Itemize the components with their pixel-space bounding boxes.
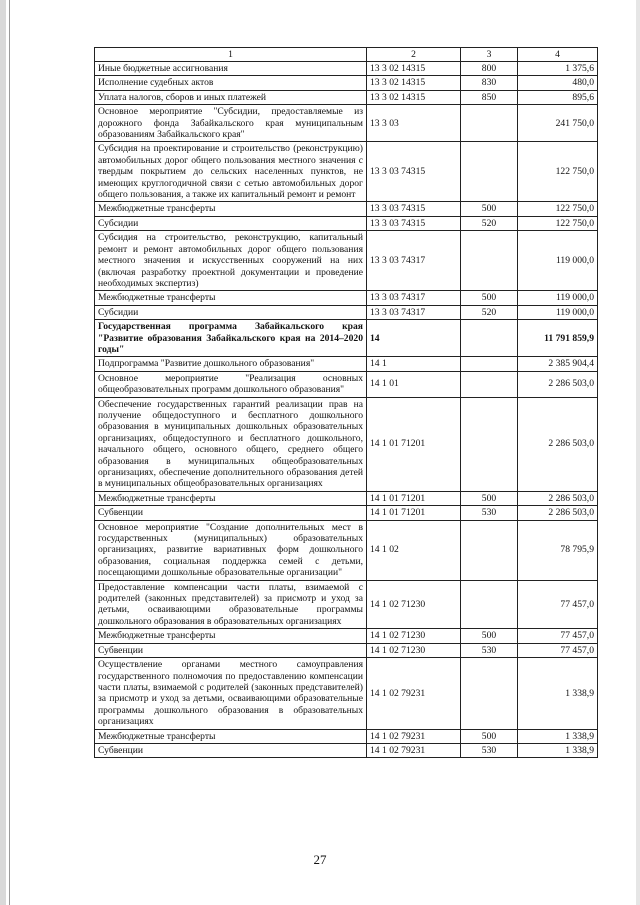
row-amount-cell: 119 000,0 [518,291,598,305]
table-row [95,729,598,743]
header-cell-2: 2 [367,48,461,62]
table-row [95,305,598,319]
row-code-cell: 13 3 03 74315 [367,202,461,216]
row-code-cell: 14 1 02 71230 [367,629,461,643]
table-row [95,90,598,104]
scan-edge-line [9,0,10,905]
table-row [95,580,598,629]
row-code-cell: 14 1 01 [367,371,461,397]
table-row [95,658,598,729]
row-code-cell: 14 1 02 71230 [367,643,461,657]
row-code-cell: 13 3 03 74315 [367,216,461,230]
row-name-cell: Обеспечение государственных гарантий реализации прав на получение общедоступного и бесплатного дошкольного образования в муниципальных дошкольных образовательных организациях, общедоступного и бесплатного дошкольного, начального общего, основного общего, среднего общего образования в муниципальных общеобразовательных организациях, обеспечение дополнительного образования детей в муниципальных общеобразовательных организациях [95,397,367,491]
table-row [95,743,598,757]
row-code-cell: 14 1 02 79231 [367,743,461,757]
row-name-cell: Основное мероприятие "Создание дополнительных мест в государственных (муниципальных) образовательных организациях, развитие вариативных форм дошкольного образования, социальная поддержка семей с детьми, посещающими дошкольные образовательные организации" [95,520,367,580]
row-amount-cell: 77 457,0 [518,629,598,643]
row-code-cell: 14 1 02 79231 [367,729,461,743]
table-row [95,105,598,142]
row-amount-cell: 895,6 [518,90,598,104]
table-row [95,491,598,505]
row-name-cell: Иные бюджетные ассигнования [95,62,367,76]
budget-table [94,47,598,758]
table-row [95,62,598,76]
row-expense-type-cell: 800 [461,62,518,76]
row-code-cell: 13 3 03 74315 [367,142,461,202]
row-amount-cell: 480,0 [518,76,598,90]
row-name-cell: Межбюджетные трансферты [95,729,367,743]
table-row [95,216,598,230]
table-row [95,629,598,643]
row-amount-cell: 122 750,0 [518,216,598,230]
row-expense-type-cell: 500 [461,202,518,216]
row-amount-cell: 1 338,9 [518,729,598,743]
row-amount-cell: 1 338,9 [518,658,598,729]
row-name-cell: Субсидии [95,216,367,230]
row-expense-type-cell: 530 [461,506,518,520]
row-expense-type-cell: 500 [461,729,518,743]
table-row [95,643,598,657]
row-expense-type-cell [461,105,518,142]
row-code-cell: 13 3 02 14315 [367,76,461,90]
row-amount-cell: 241 750,0 [518,105,598,142]
table-row [95,320,598,357]
row-name-cell: Основное мероприятие "Реализация основных общеобразовательных программ дошкольного образования" [95,371,367,397]
row-amount-cell: 78 795,9 [518,520,598,580]
row-expense-type-cell: 520 [461,305,518,319]
row-expense-type-cell: 520 [461,216,518,230]
row-name-cell: Межбюджетные трансферты [95,202,367,216]
row-amount-cell: 2 286 503,0 [518,397,598,491]
row-code-cell: 14 1 [367,357,461,371]
table-row [95,76,598,90]
row-name-cell: Субсидия на проектирование и строительство (реконструкцию) автомобильных дорог общего пользования местного значения с твердым покрытием до сельских населенных пунктов, не имеющих круглогодичной связи с сетью автомобильных дорог общего пользования, а также их капитальный ремонт и ремонт [95,142,367,202]
row-name-cell: Основное мероприятие "Субсидии, предоставляемые из дорожного фонда Забайкальского края муниципальным образованиям Забайкальского края" [95,105,367,142]
row-expense-type-cell [461,142,518,202]
row-code-cell: 14 1 02 79231 [367,658,461,729]
row-amount-cell: 119 000,0 [518,231,598,291]
table-row [95,202,598,216]
row-amount-cell: 119 000,0 [518,305,598,319]
row-name-cell: Межбюджетные трансферты [95,629,367,643]
row-amount-cell: 77 457,0 [518,643,598,657]
row-expense-type-cell [461,357,518,371]
row-code-cell: 13 3 03 74317 [367,305,461,319]
budget-table-body [95,48,598,758]
table-row [95,231,598,291]
row-expense-type-cell: 530 [461,743,518,757]
row-expense-type-cell [461,397,518,491]
header-cell-4: 4 [518,48,598,62]
row-code-cell: 13 3 03 74317 [367,231,461,291]
row-code-cell: 14 1 01 71201 [367,491,461,505]
header-cell-3: 3 [461,48,518,62]
row-code-cell: 14 1 01 71201 [367,397,461,491]
row-code-cell: 14 1 02 71230 [367,580,461,629]
row-name-cell: Исполнение судебных актов [95,76,367,90]
row-code-cell: 13 3 02 14315 [367,62,461,76]
scan-edge-right [636,0,640,905]
row-code-cell: 14 1 01 71201 [367,506,461,520]
row-name-cell: Уплата налогов, сборов и иных платежей [95,90,367,104]
table-row [95,142,598,202]
table-row [95,520,598,580]
row-name-cell: Государственная программа Забайкальского края "Развитие образования Забайкальского края на 2014–2020 годы" [95,320,367,357]
row-name-cell: Субсидии [95,305,367,319]
row-code-cell: 13 3 02 14315 [367,90,461,104]
row-name-cell: Субвенции [95,506,367,520]
row-amount-cell: 77 457,0 [518,580,598,629]
row-expense-type-cell [461,658,518,729]
row-code-cell: 14 [367,320,461,357]
row-expense-type-cell [461,520,518,580]
row-amount-cell: 122 750,0 [518,202,598,216]
row-expense-type-cell: 500 [461,491,518,505]
table-row [95,291,598,305]
row-name-cell: Субвенции [95,643,367,657]
row-amount-cell: 1 338,9 [518,743,598,757]
row-name-cell: Межбюджетные трансферты [95,291,367,305]
row-name-cell: Субвенции [95,743,367,757]
table-row [95,506,598,520]
table-row [95,397,598,491]
row-code-cell: 13 3 03 [367,105,461,142]
row-expense-type-cell [461,371,518,397]
row-amount-cell: 2 385 904,4 [518,357,598,371]
table-row [95,371,598,397]
row-name-cell: Межбюджетные трансферты [95,491,367,505]
row-name-cell: Субсидия на строительство, реконструкцию, капитальный ремонт и ремонт автомобильных дорог общего пользования местного значения и искусственных сооружений на них (включая разработку проектной документации и проведение необходимых экспертиз) [95,231,367,291]
row-expense-type-cell [461,231,518,291]
row-amount-cell: 2 286 503,0 [518,506,598,520]
row-amount-cell: 122 750,0 [518,142,598,202]
scan-edge-left [0,0,6,905]
row-expense-type-cell [461,580,518,629]
row-code-cell: 13 3 03 74317 [367,291,461,305]
row-amount-cell: 11 791 859,9 [518,320,598,357]
row-expense-type-cell: 500 [461,629,518,643]
row-code-cell: 14 1 02 [367,520,461,580]
row-name-cell: Подпрограмма "Развитие дошкольного образования" [95,357,367,371]
row-name-cell: Предоставление компенсации части платы, взимаемой с родителей (законных представителей) за присмотр и уход за детьми, осваивающими образовательные программы дошкольного образования в образовательных организациях [95,580,367,629]
row-expense-type-cell: 530 [461,643,518,657]
header-cell-1: 1 [95,48,367,62]
row-expense-type-cell [461,320,518,357]
row-expense-type-cell: 850 [461,90,518,104]
page-number: 27 [313,852,327,867]
row-expense-type-cell: 500 [461,291,518,305]
row-expense-type-cell: 830 [461,76,518,90]
row-amount-cell: 1 375,6 [518,62,598,76]
table-header-row [95,48,598,62]
row-name-cell: Осуществление органами местного самоуправления государственного полномочия по предоставлению компенсации части платы, взимаемой с родителей (законных представителей) за присмотр и уход за детьми, осваивающими образовательные программы дошкольного образования в образовательных организациях [95,658,367,729]
row-amount-cell: 2 286 503,0 [518,491,598,505]
table-row [95,357,598,371]
row-amount-cell: 2 286 503,0 [518,371,598,397]
